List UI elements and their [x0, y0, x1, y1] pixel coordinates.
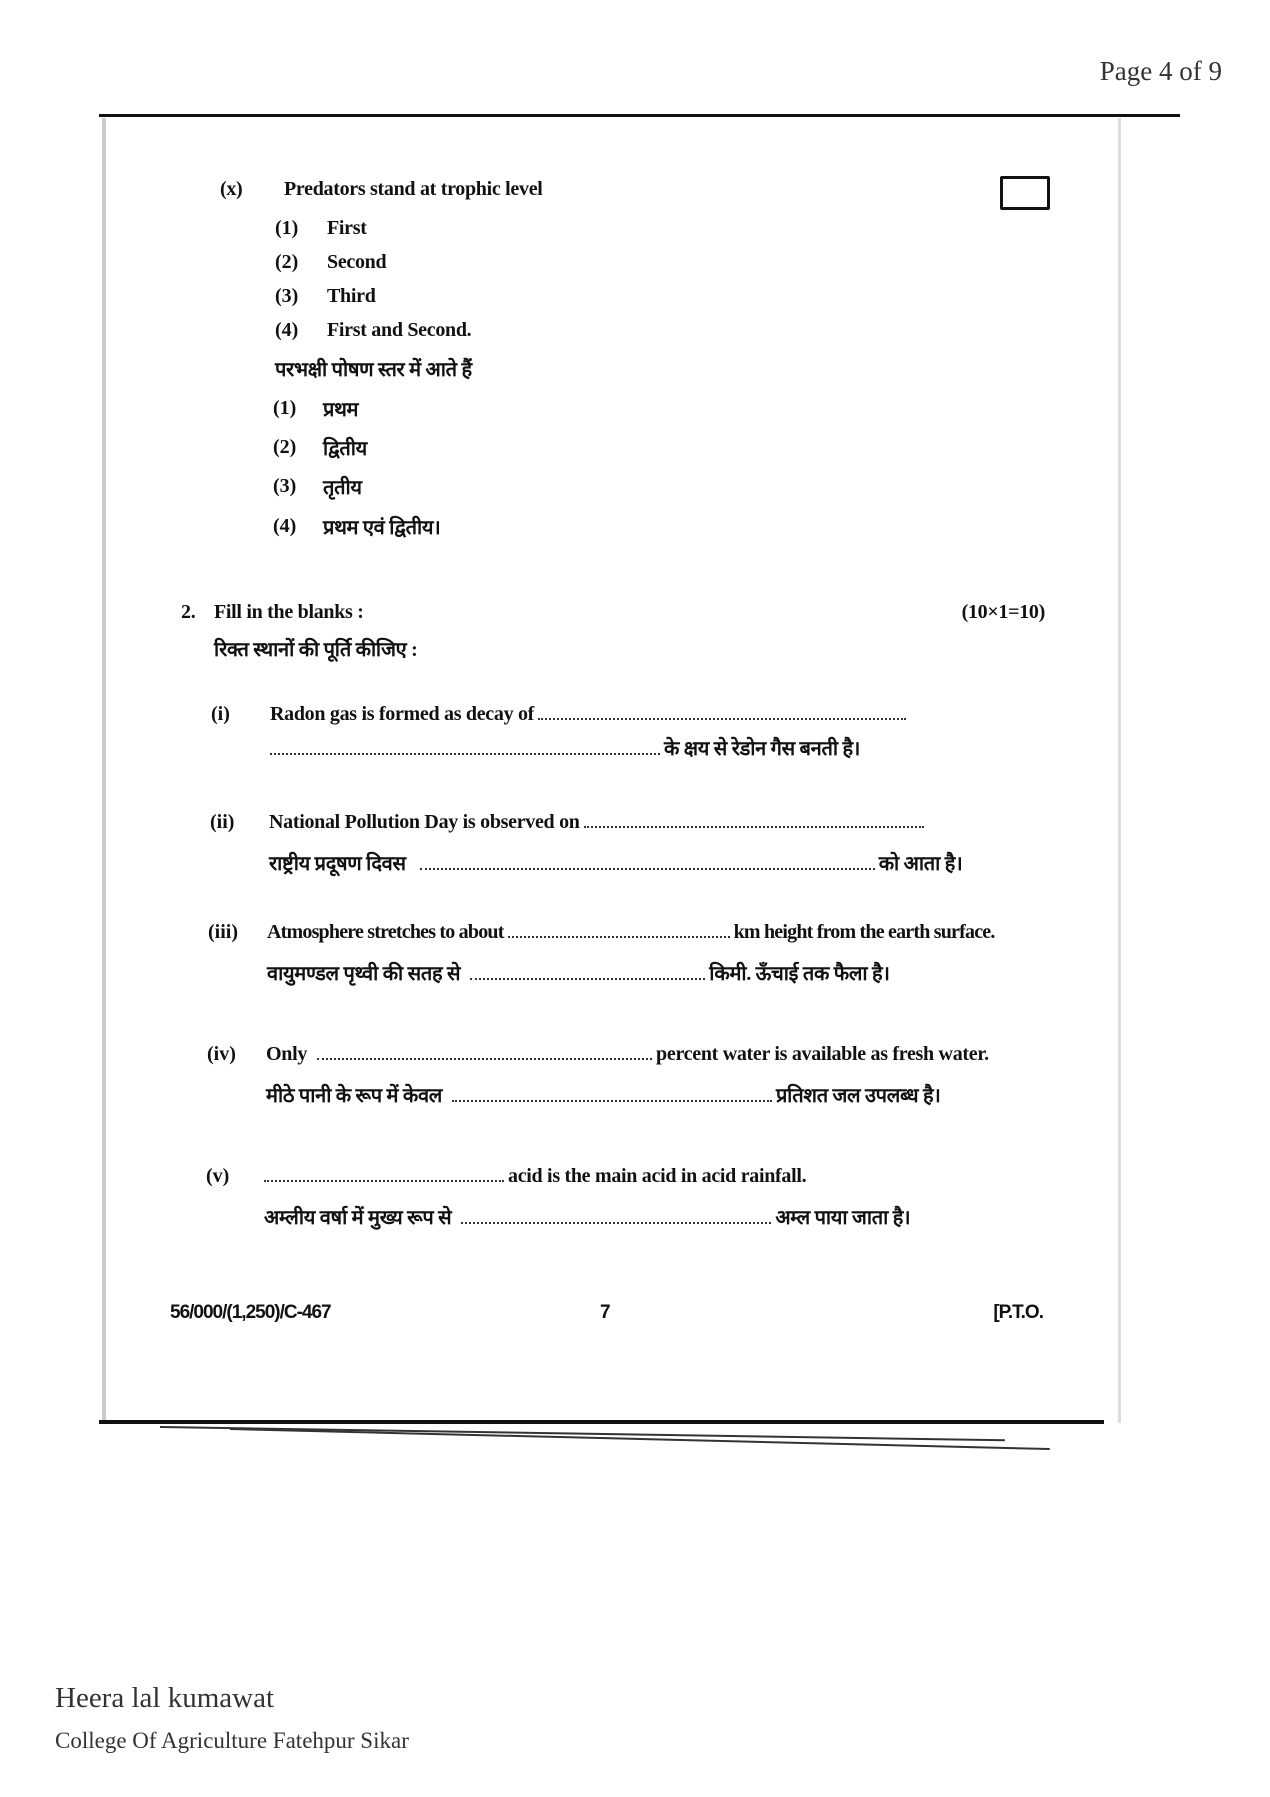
- blank-item-hi: [267, 959, 890, 986]
- option-num: (2): [275, 251, 299, 273]
- blank-item-hi: [266, 1081, 941, 1108]
- author-name: Heera lal kumawat: [55, 1682, 275, 1714]
- option-en: First: [327, 217, 367, 239]
- item-label: (iii): [208, 921, 238, 943]
- question-x-text-hi: परभक्षी पोषण स्तर में आते हैं: [275, 359, 472, 381]
- item-label: (i): [211, 703, 230, 725]
- page-edge: [99, 1420, 1104, 1424]
- option-en: Second: [327, 251, 387, 273]
- page-indicator: Page 4 of 9: [1099, 56, 1222, 86]
- text: राष्ट्रीय प्रदूषण दिवस: [269, 853, 406, 875]
- blank-item-en: [264, 1165, 806, 1188]
- text: National Pollution Day is observed on: [269, 811, 580, 833]
- blank[interactable]: [461, 1208, 771, 1224]
- text: अम्लीय वर्षा में मुख्य रूप से: [264, 1207, 452, 1229]
- question-2-title-hi: रिक्त स्थानों की पूर्ति कीजिए :: [214, 639, 418, 661]
- college-name: College Of Agriculture Fatehpur Sikar: [55, 1728, 409, 1753]
- blank[interactable]: [452, 1086, 772, 1102]
- text: वायुमण्डल पृथ्वी की सतह से: [267, 963, 461, 985]
- option-num: (3): [275, 285, 299, 307]
- option-en: First and Second.: [327, 319, 472, 341]
- blank-item-en: [266, 1043, 989, 1066]
- option-num: (4): [273, 515, 297, 537]
- option-hi: प्रथम एवं द्वितीय।: [323, 517, 441, 539]
- text: को आता है।: [878, 853, 963, 875]
- text: percent water is available as fresh water.: [656, 1043, 989, 1065]
- text: Radon gas is formed as decay of: [270, 703, 535, 725]
- question-2-number: 2.: [181, 601, 196, 623]
- blank[interactable]: [470, 964, 705, 980]
- blank-item-en: [267, 921, 995, 944]
- item-label: (ii): [210, 811, 235, 833]
- page-edge: [160, 1426, 1005, 1441]
- blank[interactable]: [270, 739, 660, 755]
- blank-item-hi: [266, 734, 860, 761]
- blank-item-hi: [269, 849, 962, 876]
- item-label: (iv): [207, 1043, 236, 1065]
- blank-item-hi: [264, 1203, 910, 1230]
- option-num: (2): [273, 436, 297, 458]
- blank[interactable]: [508, 922, 730, 938]
- text: प्रतिशत जल उपलब्ध है।: [776, 1085, 941, 1107]
- blank-item-en: [269, 811, 928, 834]
- sheet-page-number: 7: [600, 1302, 610, 1323]
- option-num: (1): [273, 397, 297, 419]
- pto-label: [P.T.O.: [993, 1302, 1043, 1323]
- option-hi: प्रथम: [323, 399, 359, 421]
- header-rule: [99, 114, 1180, 117]
- paper-code: 56/000/(1,250)/C-467: [170, 1302, 331, 1323]
- text: अम्ल पाया जाता है।: [775, 1207, 911, 1229]
- blank[interactable]: [538, 704, 906, 720]
- blank[interactable]: [317, 1044, 652, 1060]
- blank[interactable]: [584, 812, 924, 828]
- text: acid is the main acid in acid rainfall.: [508, 1165, 807, 1187]
- question-x-text-en: Predators stand at trophic level: [284, 178, 543, 200]
- option-num: (4): [275, 319, 299, 341]
- blank[interactable]: [264, 1166, 504, 1182]
- text: मीठे पानी के रूप में केवल: [266, 1085, 443, 1107]
- option-hi: तृतीय: [323, 477, 362, 499]
- option-num: (1): [275, 217, 299, 239]
- text: Atmosphere stretches to about: [267, 921, 504, 943]
- question-2-title-en: Fill in the blanks :: [214, 601, 364, 623]
- answer-box[interactable]: [1000, 176, 1050, 210]
- text: km height from the earth surface.: [733, 921, 995, 943]
- text: के क्षय से रेडोन गैस बनती है।: [664, 738, 861, 760]
- option-hi: द्वितीय: [323, 438, 367, 460]
- text: किमी. ऊँचाई तक फैला है।: [709, 963, 890, 985]
- option-en: Third: [327, 285, 376, 307]
- blank[interactable]: [420, 854, 875, 870]
- option-num: (3): [273, 475, 297, 497]
- item-label: (v): [206, 1165, 230, 1187]
- text: Only: [266, 1043, 308, 1065]
- blank-item-en: [270, 703, 910, 726]
- question-x-label: (x): [220, 178, 243, 200]
- question-2-marks: (10×1=10): [961, 601, 1045, 623]
